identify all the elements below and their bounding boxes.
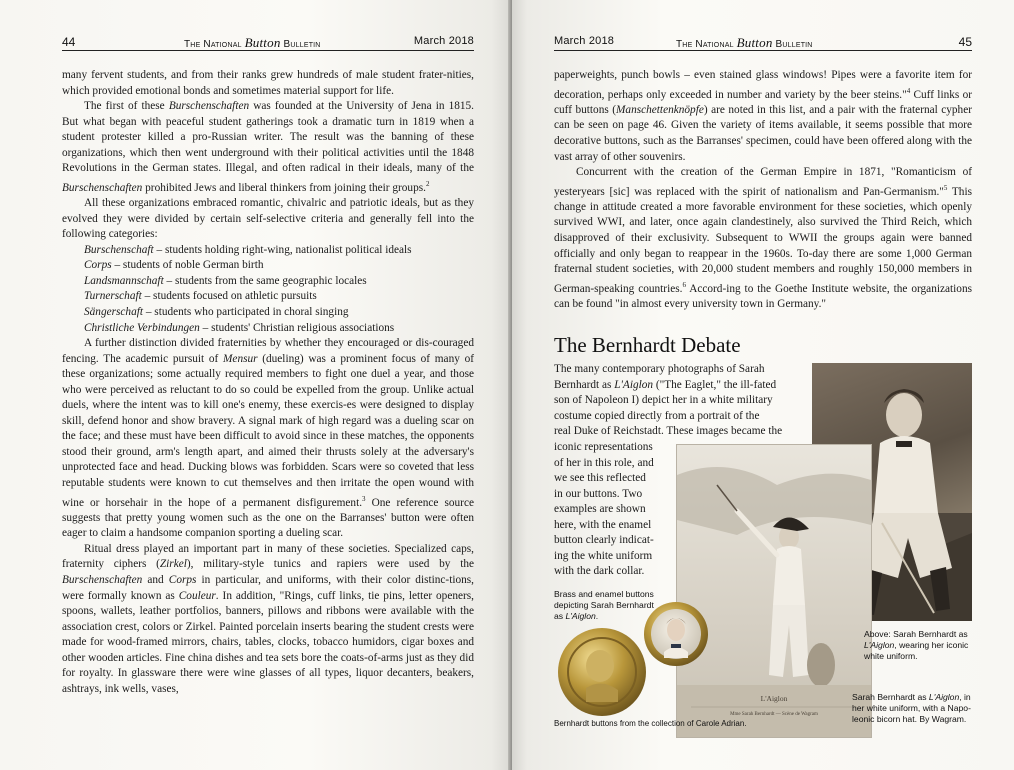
text: paperweights, punch bowls – even stained glass windows! Pipes were a favorite item for decoration, perhaps only exceeded in number and variety by the beer steins.": [554, 69, 972, 101]
section-heading: The Bernhardt Debate: [554, 333, 741, 357]
page-number: 45: [958, 35, 972, 49]
text-line: son of Napoleon I) depict her in a white military: [554, 394, 773, 407]
text: ), military-style tunics and rapiers were used by the: [186, 558, 474, 571]
issue-date: March 2018: [413, 35, 474, 47]
paragraph: [554, 165, 972, 312]
section-text-narrow: [554, 440, 678, 580]
caption-wagram: [852, 692, 974, 726]
list-item: [62, 289, 474, 305]
footnote-ref: 3: [362, 494, 366, 503]
right-body-text: [554, 68, 972, 313]
postcard-title: L'Aiglon: [760, 694, 788, 703]
italic-term: Burschenschaften: [168, 100, 250, 113]
paragraph: [62, 196, 474, 243]
list-desc: – students holding right-wing, nationalist political ideals: [153, 243, 412, 256]
left-body-text: [62, 68, 474, 697]
text: This change in attitude created a more favorable environment for these societies, which openly survived WWI, and later, once again clandestinely, also survived the Third Reich, which disapproved of their exclusivity. Subsequent to WWII the groups again were banned officially and only began to reappear in the 1960s. To-day there are some 1,000 German fraternal student societies, with 20,000 student members and roughly 150,000 members in German-speaking countries.: [554, 185, 972, 295]
list-desc: – students who participated in choral singing: [143, 305, 349, 318]
paragraph: [62, 542, 474, 697]
text-line: button clearly indicat-: [554, 534, 654, 547]
list-term: Landsmannschaft: [84, 274, 164, 287]
caption-buttons: [554, 589, 658, 623]
italic-term: L'Aiglon: [614, 378, 654, 391]
text: Bernhardt as: [554, 378, 615, 391]
italic-term: Burschenschaften: [62, 181, 143, 194]
paragraph: [62, 68, 474, 99]
list-desc: – students focused on athletic pursuits: [141, 290, 317, 303]
magazine-title-suffix: Bulletin: [280, 39, 321, 50]
text: was founded at the University of Jena in 1815. But what began with peaceful student gatherings took a dramatic turn in 1819 when a student protester killed a pro-Russian writer. The result was the banning of these organizations, which then went underground with their political activities until the 1848 Revolutions in the German states. Illegal, and often radical in their ideals, many of the: [62, 100, 475, 175]
paragraph: [62, 99, 474, 196]
text: Cuff links or cuff buttons (: [554, 88, 972, 116]
footnote-ref: 4: [906, 86, 911, 95]
magazine-title: [184, 35, 321, 51]
text-line: in our buttons. Two: [554, 487, 643, 500]
caption-above: [864, 629, 970, 663]
text: One reference source suggests that pretty young women such as the one on the Barranses' button were often eager to claim a handsome companion sporting a dueling scar.: [62, 496, 474, 540]
text: Above: Sarah Bernhardt as: [864, 629, 968, 639]
list-desc: – students' Christian religious associations: [199, 321, 395, 334]
text: , in her white uniform, with a Napo-leonic bicorn hat. By Wagram.: [852, 692, 971, 725]
text-line: ing the white uniform: [554, 549, 653, 562]
footnote-ref: 5: [943, 183, 948, 192]
list-item: [62, 305, 474, 321]
list-desc: – students of noble German birth: [111, 259, 264, 272]
italic-term: L'Aiglon: [928, 692, 960, 702]
text: ) are noted in this list, and a pair with the fraternal cypher can be seen on page 46. Given the variety of items available, it seems possible that more decorative buttons, such as the Barranses' specimen, could have been offered along with the vast array of other souvenirs.: [554, 103, 972, 163]
text: and: [142, 574, 169, 587]
page-number: 44: [62, 35, 76, 49]
magazine-title-prefix: The National: [184, 39, 245, 50]
text: Sarah Bernhardt as: [852, 692, 929, 702]
text: many fervent students, and from their ranks grew hundreds of male student frater-nities, which provided emotional bonds and sometimes material support for life.: [62, 69, 474, 97]
footnote-ref: 2: [425, 179, 430, 188]
text-line: real Duke of Reichstadt. These images became the: [554, 425, 783, 438]
magazine-title: [676, 35, 813, 51]
text-line: we see this reflected: [554, 472, 646, 485]
text-line: examples are shown: [554, 503, 646, 516]
italic-term: Manschettenknöpfe: [616, 103, 704, 116]
magazine-title-prefix: The National: [676, 39, 737, 50]
text: ("The Eaglet," the ill-fated: [653, 378, 777, 391]
left-page-header: [62, 34, 474, 51]
list-item: [62, 258, 474, 274]
caption-collection: Bernhardt buttons from the collection of Carole Adrian.: [554, 719, 747, 728]
text: (dueling) was a prominent focus of many of these organizations; some actually required members to fight one duel a year, and those who were perceived as reluctant to do so could be expelled from the group. Unlike actual duels, where the intent was to kill one's enemy, these exercis-es were designed to display skill, defend honor and show bravery. A signal mark of high regard was a dueling scar on the face; and these must have been difficult to avoid since in these matches, the opponents stood their ground, arm's length apart, and aimed their thrusts solely at the adversary's unprotected face and head. Ducking blows was forbidden. Scars were so coveted that less reputable students were known to cut themselves and then irritate the open wound with wine or horsehair in the hope of a permanent disfigurement.: [62, 352, 474, 509]
magazine-title-button: Button: [736, 35, 773, 50]
text: Ritual dress played an important part in many of these societies. Specialized caps, fraternity ciphers (: [62, 542, 474, 571]
list-term: Christliche Verbindungen: [84, 321, 200, 334]
right-page-header: [554, 34, 972, 51]
paragraph: [62, 336, 474, 542]
italic-term: Mensur: [223, 352, 258, 365]
list-item: [62, 274, 474, 290]
right-page: [512, 0, 1014, 770]
italic-term: Couleur: [178, 589, 216, 602]
list-term: Sängerschaft: [84, 305, 143, 318]
italic-term: Zirkel: [159, 558, 187, 571]
text-line: here, with the enamel: [554, 518, 652, 531]
italic-term: L'Aiglon: [864, 640, 895, 651]
issue-date: March 2018: [554, 35, 615, 47]
paragraph: [554, 68, 972, 165]
text: .: [595, 611, 599, 622]
list-term: Corps: [84, 259, 112, 272]
list-item: [62, 321, 474, 337]
italic-term: L'Aiglon: [565, 611, 596, 622]
italic-term: Corps: [168, 574, 197, 587]
text: The first of these: [84, 100, 169, 113]
list-item: [62, 243, 474, 259]
magazine-title-suffix: Bulletin: [772, 39, 813, 50]
text: , wearing her iconic white uniform.: [864, 640, 969, 662]
text-line: with the dark collar.: [554, 565, 645, 578]
text: in particular, and uniforms, with their color distinc-tions, were formally known as: [62, 574, 474, 602]
text-line: iconic representations: [554, 441, 653, 453]
text-line: The many contemporary photographs of Sarah: [554, 363, 765, 375]
text-line: costume copied directly from a portrait of the: [554, 409, 760, 422]
text: prohibited Jews and liberal thinkers from joining their groups.: [142, 181, 426, 194]
list-term: Burschenschaft: [84, 243, 154, 256]
postcard-subtitle: Mme Sarah Bernhardt — Scène de Wagram: [730, 712, 818, 717]
footnote-ref: 6: [682, 280, 686, 289]
text: All these organizations embraced romantic, chivalric and patriotic ideals, but as they evolved they were divided by certain self-selective criteria and generally fell into the following categories:: [62, 197, 474, 241]
list-desc: – students from the same geographic locales: [163, 274, 367, 287]
text: Brass and enamel buttons depicting Sarah Bernhardt as: [554, 589, 654, 622]
text-line: of her in this role, and: [554, 456, 654, 469]
section-text-top: [554, 362, 814, 440]
list-term: Turnerschaft: [84, 290, 142, 303]
text: . In addition, "Rings, cuff links, tie pins, letter openers, spoons, wallets, leather portfolios, banners, pillows and ribbons were available with the association crest, colors or Zirkel. Painted porcelain inserts bearing the student crests were made for wood-framed mirrors, chairs, tables, clocks, tobacco humidors, cigar boxes and other wooden articles. Fine china dishes and tea sets bore the coats-of-arms just as they did for royalty. In glassware there were wine glasses of all types, liquor decanters, beakers, ashtrays, ink wells, vases,: [62, 589, 474, 695]
text: Accord-ing to the Goethe Institute website, the organizations can be found "in almost every university town in Germany.": [554, 282, 972, 310]
italic-term: Burschenschaften: [62, 574, 143, 587]
magazine-title-button: Button: [244, 35, 281, 50]
text: A further distinction divided fraternities by whether they encouraged or dis-couraged fencing. The academic pursuit of: [62, 337, 474, 365]
text-line: [554, 378, 814, 394]
text: Concurrent with the creation of the German Empire in 1871, "Romanticism of yesteryears [sic] was replaced with the spirit of nationalism and Pan-Germanism.": [554, 166, 972, 198]
